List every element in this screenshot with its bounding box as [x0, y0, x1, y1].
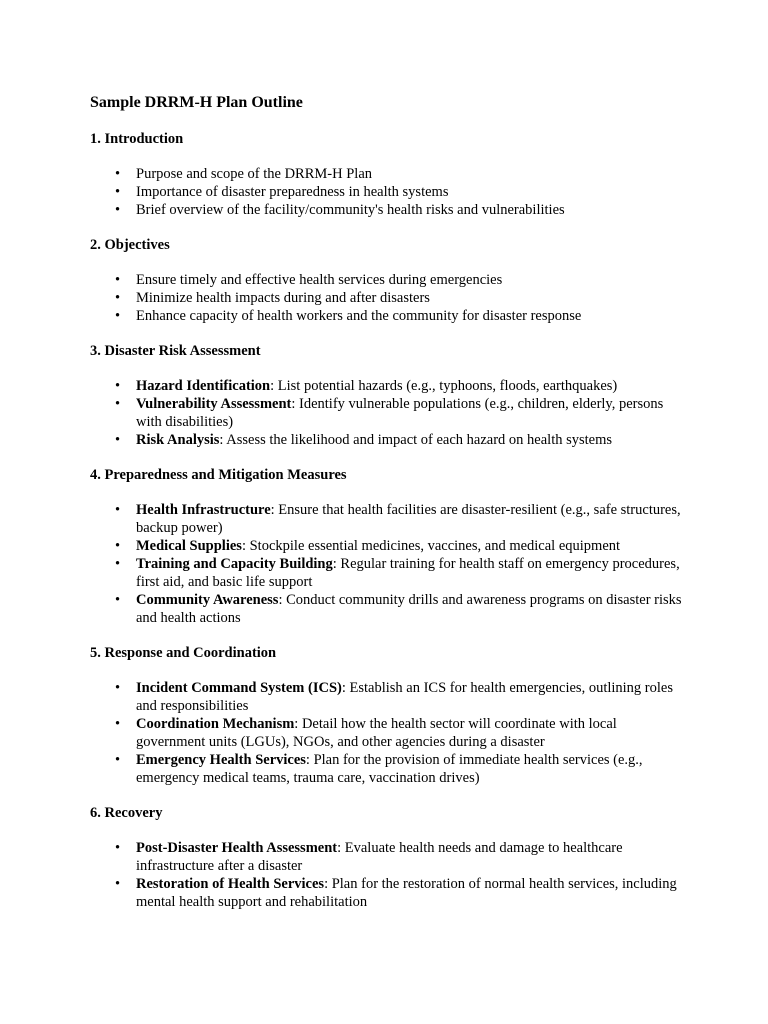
- list-item-text: Purpose and scope of the DRRM-H Plan: [136, 166, 373, 182]
- list-item-text: Minimize health impacts during and after disasters: [136, 290, 430, 306]
- list-item-text: : Establish an ICS for health emergencies, outlining roles and responsibilities: [136, 680, 673, 714]
- list-item: [136, 751, 688, 787]
- list-item: [136, 307, 688, 325]
- document-title: Sample DRRM-H Plan Outline: [90, 94, 303, 111]
- list-item-term: Restoration of Health Services: [136, 876, 325, 892]
- bullet-list: [90, 839, 688, 911]
- bullet-list: [90, 679, 688, 787]
- list-item: [136, 201, 688, 219]
- list-item-text: : Regular training for health staff on emergency procedures, first aid, and basic life support: [136, 556, 680, 590]
- section-heading: 3. Disaster Risk Assessment: [90, 343, 261, 359]
- list-item-term: Post-Disaster Health Assessment: [136, 840, 338, 856]
- list-item: [136, 271, 688, 289]
- list-item-text: : Conduct community drills and awareness programs on disaster risks and health actions: [136, 592, 682, 626]
- list-item-text: : Identify vulnerable populations (e.g., children, elderly, persons with disabilities): [136, 396, 664, 430]
- list-item: [136, 289, 688, 307]
- list-item: [136, 183, 688, 201]
- list-item-text: : Evaluate health needs and damage to healthcare infrastructure after a disaster: [136, 840, 623, 874]
- list-item-text: Enhance capacity of health workers and the community for disaster response: [136, 308, 582, 324]
- list-item-text: Ensure timely and effective health services during emergencies: [136, 272, 503, 288]
- list-item-text: : Stockpile essential medicines, vaccines, and medical equipment: [241, 538, 621, 554]
- list-item: [136, 377, 688, 395]
- list-item: [136, 715, 688, 751]
- list-item-term: Emergency Health Services: [136, 752, 306, 768]
- section-heading: 1. Introduction: [90, 131, 184, 147]
- list-item-text: : Plan for the provision of immediate health services (e.g., emergency medical teams, trauma care, vaccination drives): [136, 752, 643, 786]
- list-item-term: Vulnerability Assessment: [136, 396, 292, 412]
- list-item-text: Brief overview of the facility/community's health risks and vulnerabilities: [136, 202, 565, 218]
- bullet-list: [90, 501, 688, 627]
- list-item-term: Medical Supplies: [136, 538, 242, 554]
- bullet-list: [90, 271, 688, 325]
- list-item-term: Incident Command System (ICS): [136, 680, 342, 696]
- section-heading: 5. Response and Coordination: [90, 645, 277, 661]
- section-heading: 6. Recovery: [90, 805, 163, 821]
- list-item-text: : Plan for the restoration of normal health services, including mental health support and rehabilitation: [136, 876, 677, 910]
- list-item: [136, 501, 688, 537]
- document-body: [90, 130, 688, 911]
- list-item: [136, 591, 688, 627]
- list-item: [136, 839, 688, 875]
- list-item: [136, 165, 688, 183]
- list-item-text: : Assess the likelihood and impact of each hazard on health systems: [219, 432, 613, 448]
- list-item-term: Health Infrastructure: [136, 502, 271, 518]
- list-item-term: Training and Capacity Building: [136, 556, 333, 572]
- section-heading: 4. Preparedness and Mitigation Measures: [90, 467, 347, 483]
- list-item: [136, 679, 688, 715]
- list-item-text: : List potential hazards (e.g., typhoons, floods, earthquakes): [270, 378, 618, 394]
- list-item-term: Risk Analysis: [136, 432, 220, 448]
- list-item-term: Hazard Identification: [136, 378, 271, 394]
- list-item-term: Coordination Mechanism: [136, 716, 295, 732]
- section-heading: 2. Objectives: [90, 237, 170, 253]
- list-item: [136, 395, 688, 431]
- list-item: [136, 875, 688, 911]
- bullet-list: [90, 165, 688, 219]
- list-item-text: : Detail how the health sector will coordinate with local government units (LGUs), NGOs, and other agencies during a disaster: [136, 716, 617, 750]
- list-item: [136, 431, 688, 449]
- list-item-text: : Ensure that health facilities are disaster-resilient (e.g., safe structures, backup power): [136, 502, 681, 536]
- bullet-list: [90, 377, 688, 449]
- list-item: [136, 537, 688, 555]
- list-item: [136, 555, 688, 591]
- list-item-term: Community Awareness: [136, 592, 279, 608]
- list-item-text: Importance of disaster preparedness in health systems: [136, 184, 449, 200]
